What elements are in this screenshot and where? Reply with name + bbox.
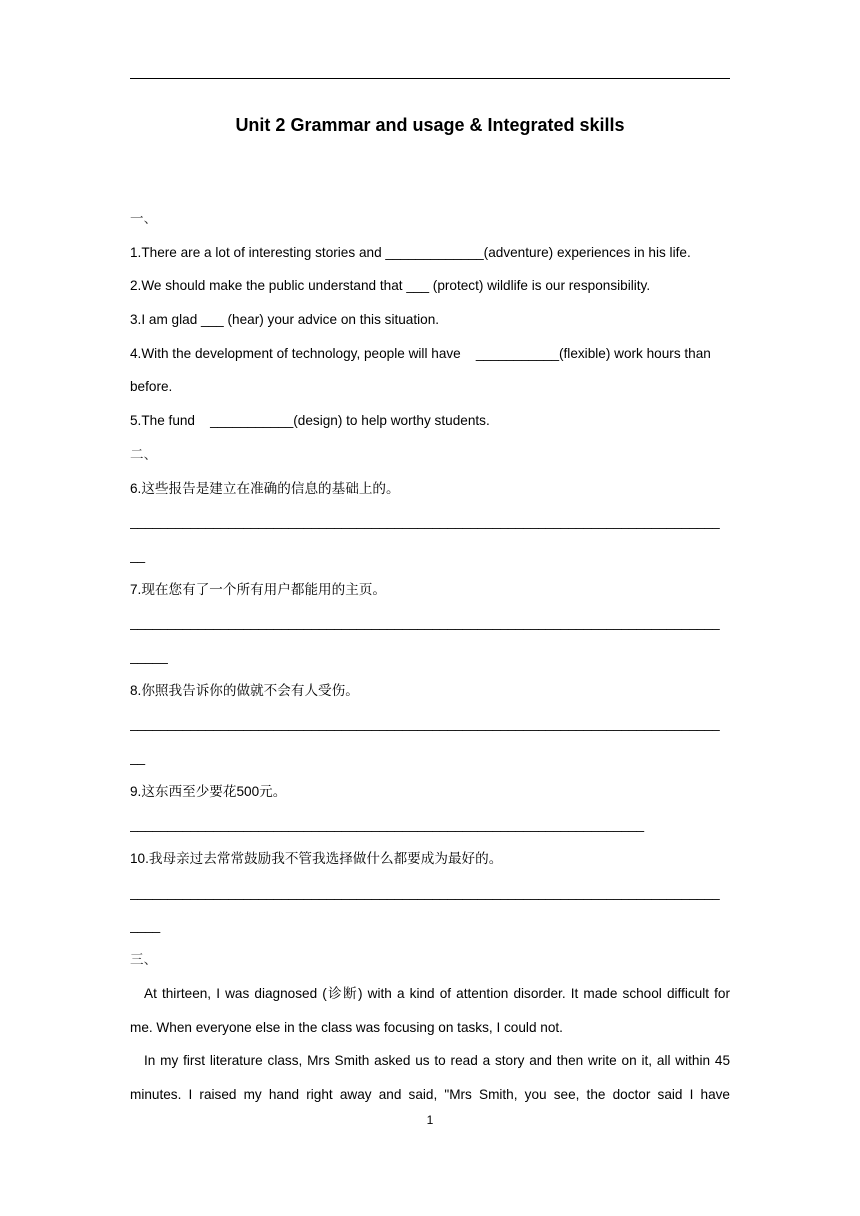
section-heading-one: 一、 [130,211,158,226]
header-rule [130,78,730,79]
question-9: 9.这东西至少要花500元。 [130,783,287,799]
section-heading-two: 二、 [130,446,158,462]
passage-text: At thirteen, I was diagnosed (诊断) with a kind of attention disorder. It made school difficult for [144,985,730,1001]
section-heading-three: 三、 [130,952,158,968]
question-6: 6.这些报告是建立在准确的信息的基础上的。 [130,480,400,496]
question-8: 8.你照我告诉你的做就不会有人受伤。 [130,682,359,698]
passage-paragraph-1-line-1 [130,977,730,1011]
page-number: 1 [426,1113,434,1127]
answer-line-7: ______________________________________________________________________________ [130,615,720,631]
question-2: 2.We should make the public understand that ___ (protect) wildlife is our responsibility. [130,278,651,294]
passage-paragraph-2-line-2: minutes. I raised my hand right away and said, "Mrs Smith, you see, the doctor said I have [130,1086,730,1102]
answer-line-6: ______________________________________________________________________________ [130,514,720,530]
question-4-continuation: before. [130,379,173,395]
answer-line-10-tail: ____ [130,918,161,934]
answer-line-8: ______________________________________________________________________________ [130,716,720,732]
passage-text: In my first literature class, Mrs Smith asked us to read a story and then write on it, all within 45 [144,1053,730,1069]
answer-line-7-tail: _____ [130,648,168,664]
answer-line-9: ____________________________________________________________________ [130,817,645,833]
passage-paragraph-1-line-2: me. When everyone else in the class was focusing on tasks, I could not. [130,1019,563,1035]
question-1: 1.There are a lot of interesting stories and _____________(adventure) experiences in his life. [130,244,691,260]
question-10: 10.我母亲过去常常鼓励我不管我选择做什么都要成为最好的。 [130,851,503,867]
answer-line-10: ______________________________________________________________________________ [130,884,720,900]
question-4: 4.With the development of technology, people will have ___________(flexible) work hours than [130,345,711,361]
question-3: 3.I am glad ___ (hear) your advice on this situation. [130,312,440,328]
worksheet-body [130,202,730,1112]
question-5: 5.The fund ___________(design) to help worthy students. [130,413,490,429]
answer-line-6-tail: __ [130,547,146,563]
passage-paragraph-2-line-1 [130,1044,730,1078]
question-7: 7.现在您有了一个所有用户都能用的主页。 [130,581,387,597]
answer-line-8-tail: __ [130,750,146,765]
page-title: Unit 2 Grammar and usage & Integrated skills [235,115,625,135]
